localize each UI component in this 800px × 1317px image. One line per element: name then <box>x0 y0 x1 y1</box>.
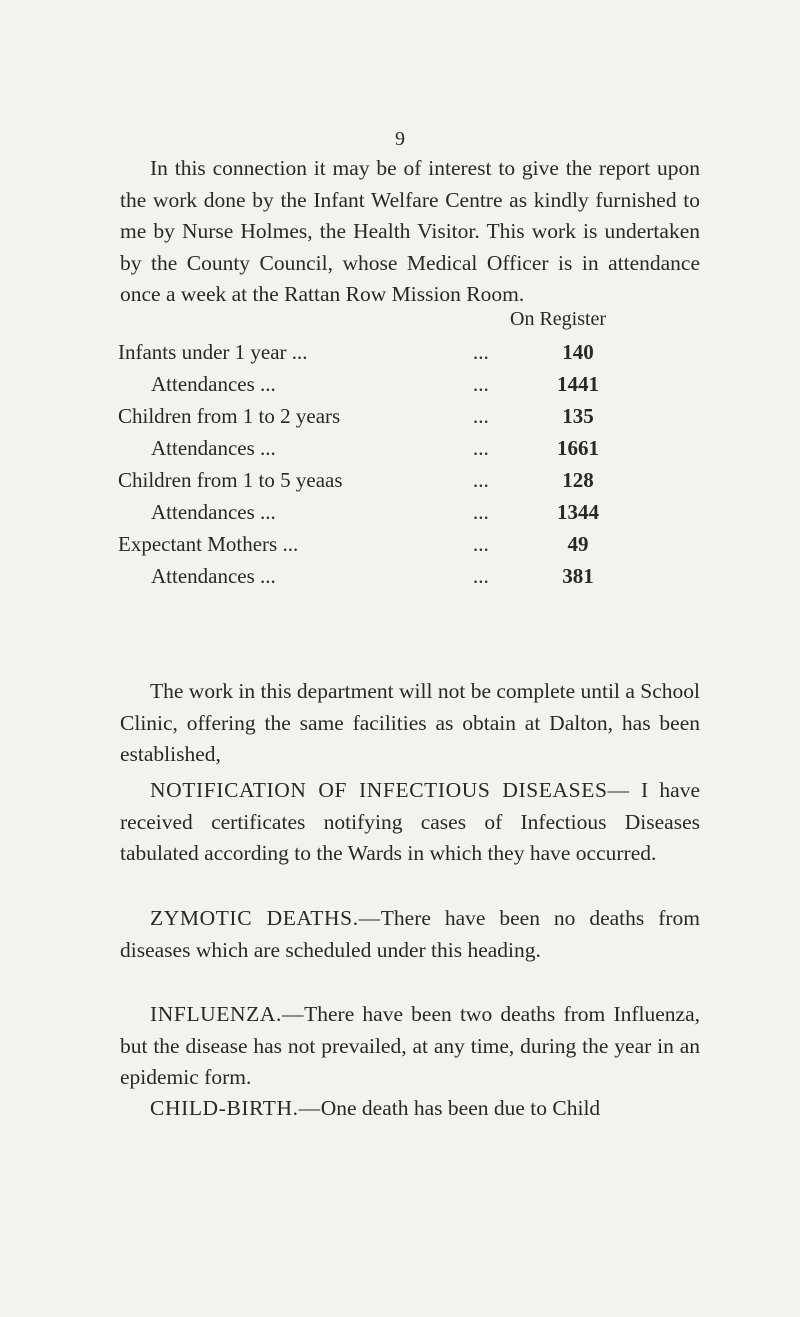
register-table <box>118 340 638 596</box>
register-value: 1441 <box>557 372 599 396</box>
register-row <box>118 404 638 436</box>
register-header: On Register <box>510 308 607 330</box>
childbirth-paragraph <box>120 1093 700 1125</box>
register-row <box>118 500 638 532</box>
register-label: Attendances ... <box>151 436 276 460</box>
register-value: 135 <box>562 404 594 428</box>
page-number: 9 <box>395 128 405 150</box>
register-dots: ... <box>473 532 489 556</box>
childbirth-heading: CHILD-BIRTH.— <box>150 1096 321 1120</box>
register-value: 1661 <box>557 436 599 460</box>
register-label: Attendances ... <box>151 500 276 524</box>
register-row <box>118 564 638 596</box>
register-dots: ... <box>473 340 489 364</box>
zymotic-heading: ZYMOTIC DEATHS.— <box>150 906 381 930</box>
childbirth-text: One death has been due to Child <box>320 1096 601 1120</box>
register-value: 128 <box>562 468 594 492</box>
register-value: 1344 <box>557 500 599 524</box>
register-row <box>118 436 638 468</box>
register-row <box>118 340 638 372</box>
influenza-heading: INFLUENZA.— <box>150 1002 305 1026</box>
influenza-paragraph <box>120 999 700 1094</box>
register-label: Expectant Mothers ... <box>118 532 299 556</box>
register-dots: ... <box>473 500 489 524</box>
influenza-text: There have been two deaths from Influenza, but the disease has not prevailed, at any time, during the year in an epidemic form. <box>120 1002 700 1089</box>
register-dots: ... <box>473 564 489 588</box>
notification-heading: NOTIFICATION OF INFECTIOUS DISEASES— <box>150 778 630 802</box>
register-label: Infants under 1 year ... <box>118 340 308 364</box>
notification-paragraph <box>120 775 700 870</box>
register-dots: ... <box>473 468 489 492</box>
zymotic-paragraph <box>120 903 700 966</box>
register-value: 49 <box>567 532 589 556</box>
register-value: 140 <box>562 340 594 364</box>
register-dots: ... <box>473 372 489 396</box>
register-dots: ... <box>473 436 489 460</box>
register-row <box>118 372 638 404</box>
register-row <box>118 468 638 500</box>
register-value: 381 <box>562 564 594 588</box>
intro-paragraph: In this connection it may be of interest to give the report upon the work done by the Infant Welfare Centre as kindly furnished to me by Nurse Holmes, the Health Visitor. This work is undertaken by the County Council, whose Medical Officer is in attendance once a week at the Rattan Row Mission Room. <box>120 156 700 306</box>
register-dots: ... <box>473 404 489 428</box>
register-label: Attendances ... <box>151 372 276 396</box>
register-row <box>118 532 638 564</box>
school-clinic-paragraph: The work in this department will not be complete until a School Clinic, offering the same facilities as obtain at Dalton, has been established, <box>120 679 700 766</box>
zymotic-text: There have been no deaths from diseases which are scheduled under this heading. <box>120 906 700 962</box>
register-label: Children from 1 to 5 yeaas <box>118 468 343 492</box>
notification-text: I have received certificates notifying cases of Infectious Diseases tabulated according to the Wards in which they have occurred. <box>120 778 701 865</box>
register-label: Attendances ... <box>151 564 276 588</box>
register-label: Children from 1 to 2 years <box>118 404 341 428</box>
